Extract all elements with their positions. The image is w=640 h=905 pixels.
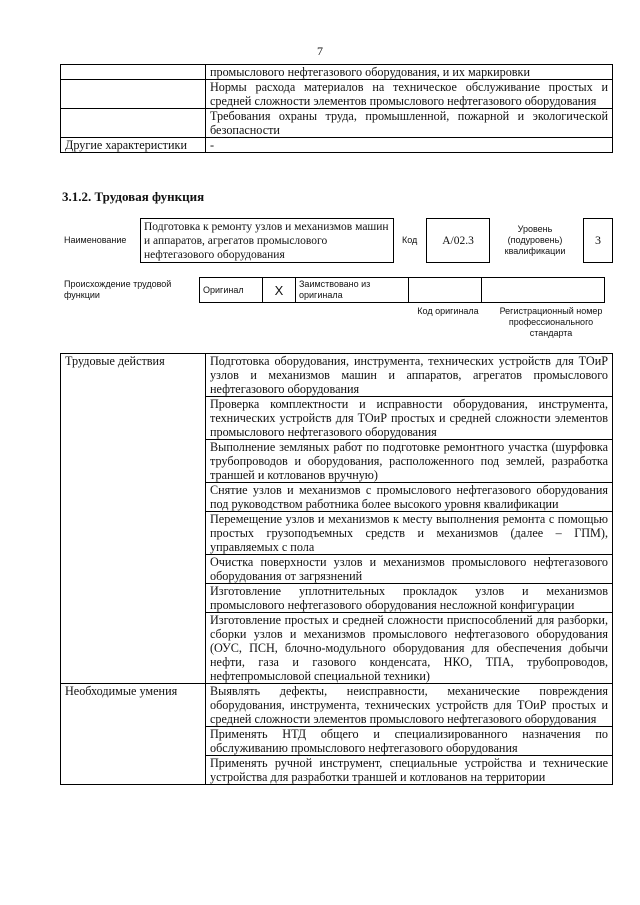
table-cell-text: Требования охраны труда, промышленной, пожарной и экологической безопасности bbox=[206, 109, 613, 138]
other-characteristics-value: - bbox=[206, 138, 613, 153]
labor-action: Изготовление простых и средней сложности приспособлений для разборки, сборки узлов и механизмов промыслового нефтегазового оборудования (ОУС, ПСН, блочно-модульного оборудования для обеспечения добычи нефти, газа и газового конденсата, НКО, ТПА, трубопроводов, нефтепромысловой специальной техники) bbox=[206, 613, 613, 684]
main-table bbox=[60, 353, 613, 785]
table-row bbox=[61, 65, 613, 80]
table-row bbox=[61, 109, 613, 138]
table-cell-text: промыслового нефтегазового оборудования, и их маркировки bbox=[206, 65, 613, 80]
table-cell-label bbox=[61, 65, 206, 80]
name-label: Наименование bbox=[64, 235, 127, 245]
borrowed-label: Заимствовано из оригинала bbox=[296, 278, 409, 303]
section-title: 3.1.2. Трудовая функция bbox=[62, 189, 205, 204]
original-code-caption: Код оригинала bbox=[417, 306, 479, 316]
table-cell-label bbox=[61, 80, 206, 109]
registration-number-cell bbox=[482, 278, 605, 303]
code-label: Код bbox=[402, 235, 418, 245]
registration-number-caption: Регистрационный номер профессионального стандарта bbox=[499, 306, 603, 338]
skill: Применять НТД общего и специализированного назначения по обслуживанию промыслового нефтегазового оборудования bbox=[206, 727, 613, 756]
original-mark: X bbox=[263, 278, 296, 303]
labor-action: Подготовка оборудования, инструмента, технических устройств для ТОиР узлов и механизмов машин и аппаратов, агрегатов промыслового нефтегазового оборудования bbox=[206, 354, 613, 397]
labor-action: Снятие узлов и механизмов с промыслового нефтегазового оборудования под руководством работника более высокого уровня квалификации bbox=[206, 483, 613, 512]
table-row bbox=[61, 354, 613, 397]
skills-label: Необходимые умения bbox=[61, 684, 206, 785]
origin-label: Происхождение трудовой функции bbox=[64, 279, 172, 300]
table-row bbox=[200, 278, 605, 303]
labor-action: Перемещение узлов и механизмов к месту выполнения ремонта с помощью простых грузоподъемных средств и механизмов (далее – ГПМ), управляемых с пола bbox=[206, 512, 613, 555]
page-number: 7 bbox=[317, 44, 323, 58]
labor-action: Выполнение земляных работ по подготовке ремонтного участка (шурфовка трубопроводов и оборудования, расположенного под землей, разработка траншей и котлованов вручную) bbox=[206, 440, 613, 483]
qualification-level-label: Уровень (подуровень) квалификации bbox=[504, 224, 566, 256]
labor-action: Очистка поверхности узлов и механизмов промыслового нефтегазового оборудования от загрязнений bbox=[206, 555, 613, 584]
function-code-box: А/02.3 bbox=[426, 218, 490, 263]
table-cell-label bbox=[61, 109, 206, 138]
table-cell-text: Нормы расхода материалов на техническое обслуживание простых и средней сложности элементов промыслового нефтегазового оборудования bbox=[206, 80, 613, 109]
table-row bbox=[61, 80, 613, 109]
labor-actions-label: Трудовые действия bbox=[61, 354, 206, 684]
qualification-level-box: 3 bbox=[583, 218, 613, 263]
labor-action: Изготовление уплотнительных прокладок узлов и механизмов промыслового нефтегазового оборудования несложной конфигурации bbox=[206, 584, 613, 613]
skill: Применять ручной инструмент, специальные устройства и технические устройства для разработки траншей и котлованов на территории bbox=[206, 756, 613, 785]
other-characteristics-label: Другие характеристики bbox=[61, 138, 206, 153]
skill: Выявлять дефекты, неисправности, механические повреждения оборудования, инструмента, технических устройств для ТОиР простых и средней сложности элементов промыслового нефтегазового оборудования bbox=[206, 684, 613, 727]
origin-table bbox=[199, 277, 605, 303]
table-row bbox=[61, 684, 613, 727]
table-row bbox=[61, 138, 613, 153]
function-name-box: Подготовка к ремонту узлов и механизмов машин и аппаратов, агрегатов промыслового нефтегазового оборудования bbox=[140, 218, 394, 263]
labor-action: Проверка комплектности и исправности оборудования, инструмента, технических устройств для ТОиР простых и средней сложности элементов промыслового нефтегазового оборудования bbox=[206, 397, 613, 440]
top-table bbox=[60, 64, 613, 153]
original-code-cell bbox=[409, 278, 482, 303]
original-label: Оригинал bbox=[200, 278, 263, 303]
